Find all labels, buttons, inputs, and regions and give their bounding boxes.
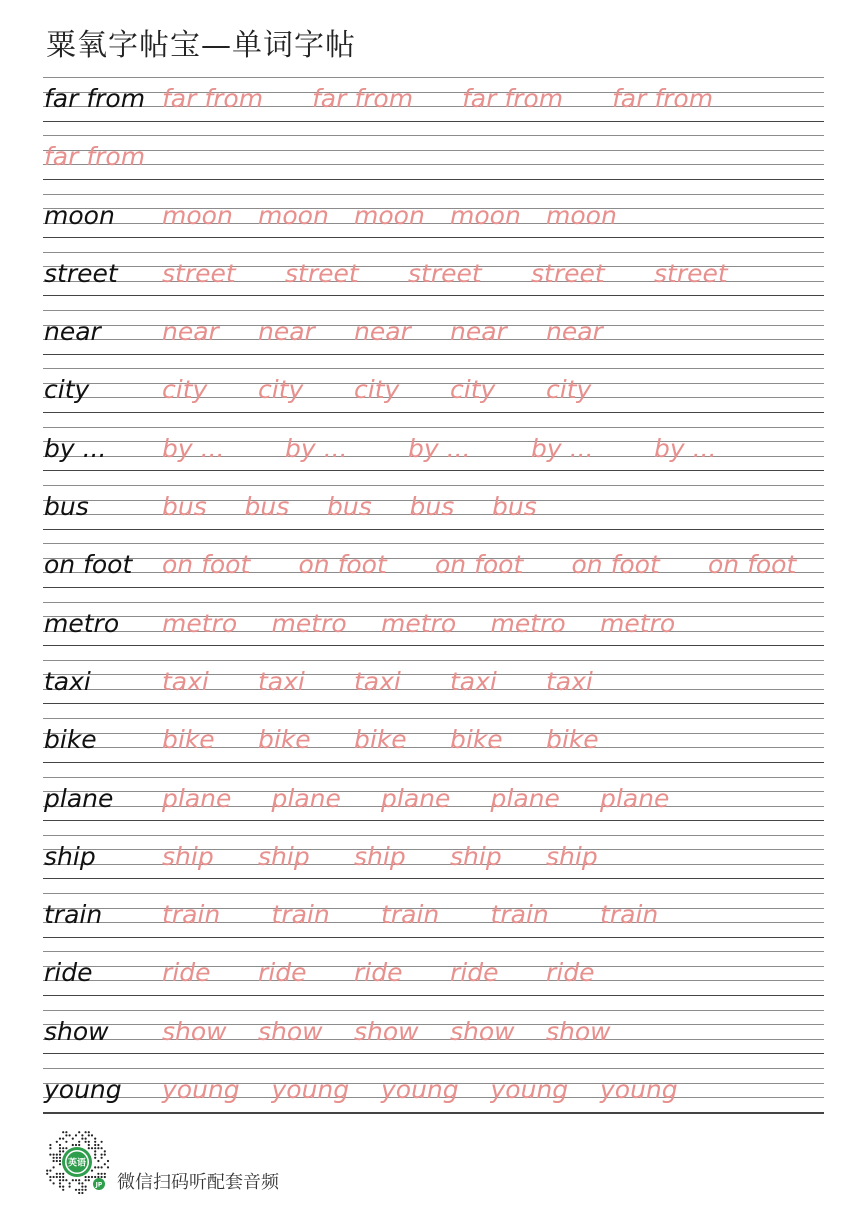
guide-line: [43, 1024, 824, 1025]
guide-line: [43, 703, 824, 704]
trace-word: far from: [462, 84, 564, 113]
trace-word: train: [271, 900, 330, 930]
model-word: show: [44, 1016, 109, 1046]
guide-line: [43, 179, 824, 180]
trace-word: by ...: [408, 433, 471, 463]
trace-word: ride: [546, 958, 595, 988]
trace-word: near: [546, 317, 603, 347]
model-word: by ...: [44, 433, 107, 463]
trace-word: metro: [490, 608, 566, 638]
guide-line: [43, 587, 824, 588]
guide-line: [43, 77, 824, 78]
trace-word: ride: [450, 958, 499, 988]
trace-word: street: [285, 258, 359, 288]
practice-row: [43, 135, 824, 193]
trace-word: bus: [162, 492, 207, 522]
guide-line: [43, 747, 824, 748]
trace-word: bike: [354, 725, 407, 755]
trace-word: ship: [450, 841, 502, 871]
guide-line: [43, 383, 824, 384]
practice-row: [43, 893, 824, 951]
guide-line: [43, 252, 824, 253]
practice-row: [43, 1010, 824, 1068]
guide-line: [43, 150, 824, 151]
model-word: city: [44, 375, 90, 405]
model-word: on foot: [44, 550, 133, 580]
trace-word: taxi: [162, 666, 209, 696]
guide-line: [43, 354, 824, 355]
practice-sheet: [43, 77, 824, 1126]
guide-line: [43, 295, 824, 296]
model-word: young: [44, 1075, 122, 1105]
guide-line: [43, 893, 824, 894]
trace-word: bus: [244, 492, 290, 522]
trace-word: metro: [162, 608, 238, 638]
guide-line: [43, 878, 824, 879]
model-word: train: [44, 900, 103, 930]
guide-line: [43, 325, 824, 326]
trace-word: on foot: [571, 550, 660, 580]
guide-line: [43, 237, 824, 238]
trace-word: far from: [44, 142, 146, 172]
model-word: metro: [44, 608, 120, 638]
guide-line: [43, 966, 824, 967]
trace-word: bus: [327, 492, 372, 522]
trace-word: near: [354, 317, 411, 347]
trace-word: plane: [600, 783, 670, 813]
practice-row: [43, 77, 824, 135]
practice-row: [43, 951, 824, 1009]
guide-line: [43, 835, 824, 836]
trace-word: bike: [546, 725, 599, 755]
guide-line: [43, 572, 824, 573]
trace-word: taxi: [258, 666, 305, 696]
guide-line: [43, 820, 824, 821]
trace-word: on foot: [435, 550, 524, 580]
qr-code-icon[interactable]: [42, 1127, 112, 1197]
trace-word: ship: [162, 841, 214, 871]
guide-line: [43, 1068, 824, 1069]
guide-line: [43, 980, 824, 981]
guide-line: [43, 164, 824, 165]
trace-word: train: [381, 900, 440, 930]
trace-word: show: [546, 1016, 611, 1046]
trace-word: bus: [492, 492, 537, 522]
guide-line: [43, 339, 824, 340]
guide-line: [43, 733, 824, 734]
trace-word: young: [490, 1075, 569, 1105]
model-word: plane: [44, 783, 114, 813]
practice-row: [43, 368, 824, 426]
guide-line: [43, 864, 824, 865]
trace-word: moon: [354, 200, 425, 230]
guide-line: [43, 368, 824, 369]
guide-line: [43, 208, 824, 209]
trace-word: show: [258, 1016, 323, 1046]
trace-word: near: [450, 317, 507, 347]
guide-line: [43, 470, 824, 471]
footer-caption: 微信扫码听配套音频: [117, 1172, 279, 1193]
model-word: street: [44, 258, 118, 288]
model-word: bus: [44, 492, 89, 522]
practice-row: [43, 310, 824, 368]
trace-word: metro: [381, 608, 457, 638]
guide-line: [43, 1039, 824, 1040]
guide-line: [43, 135, 824, 136]
trace-word: moon: [450, 200, 521, 230]
trace-word: city: [162, 375, 208, 405]
trace-word: on foot: [162, 550, 251, 580]
trace-word: street: [531, 258, 605, 288]
trace-word: city: [258, 375, 304, 405]
bottom-rule: [43, 1113, 824, 1114]
trace-word: ship: [354, 841, 406, 871]
trace-word: ride: [258, 958, 307, 988]
trace-word: on foot: [708, 550, 797, 580]
trace-word: metro: [271, 608, 347, 638]
trace-word: moon: [162, 200, 233, 230]
trace-word: by ...: [654, 433, 717, 463]
trace-word: by ...: [285, 433, 348, 463]
guide-line: [43, 121, 824, 122]
trace-word: near: [258, 317, 315, 347]
trace-word: train: [162, 900, 221, 930]
guide-line: [43, 310, 824, 311]
qr-corner-text: JP: [95, 1181, 103, 1189]
guide-line: [43, 674, 824, 675]
trace-word: far from: [312, 84, 414, 113]
guide-line: [43, 645, 824, 646]
guide-line: [43, 194, 824, 195]
trace-word: bike: [258, 725, 311, 755]
trace-word: city: [546, 375, 592, 405]
practice-row: [43, 835, 824, 893]
guide-line: [43, 995, 824, 996]
guide-line: [43, 223, 824, 224]
trace-word: taxi: [450, 666, 497, 696]
trace-word: ship: [258, 841, 310, 871]
guide-line: [43, 427, 824, 428]
trace-word: young: [600, 1075, 678, 1105]
trace-word: plane: [162, 783, 232, 813]
model-word: near: [44, 317, 101, 347]
trace-word: street: [408, 258, 482, 288]
trace-word: show: [162, 1016, 227, 1046]
trace-word: near: [162, 317, 219, 347]
model-word: far from: [44, 84, 146, 113]
trace-word: train: [490, 900, 549, 930]
trace-word: bike: [450, 725, 503, 755]
guide-line: [43, 558, 824, 559]
trace-word: city: [450, 375, 496, 405]
trace-word: ride: [162, 958, 211, 988]
guide-line: [43, 543, 824, 544]
trace-word: taxi: [546, 666, 593, 696]
trace-word: plane: [490, 783, 560, 813]
trace-word: metro: [600, 608, 676, 638]
guide-line: [43, 777, 824, 778]
guide-line: [43, 397, 824, 398]
trace-word: street: [654, 258, 728, 288]
practice-row: [43, 718, 824, 776]
trace-word: show: [450, 1016, 515, 1046]
guide-line: [43, 1053, 824, 1054]
trace-word: moon: [546, 200, 617, 230]
trace-word: city: [354, 375, 400, 405]
trace-word: train: [600, 900, 659, 930]
trace-word: bike: [162, 725, 215, 755]
guide-line: [43, 485, 824, 486]
trace-word: plane: [381, 783, 451, 813]
practice-row: [43, 427, 824, 485]
trace-word: bus: [409, 492, 455, 522]
guide-line: [43, 412, 824, 413]
trace-word: ride: [354, 958, 403, 988]
model-word: taxi: [44, 666, 91, 696]
trace-word: plane: [271, 783, 341, 813]
guide-line: [43, 1010, 824, 1011]
trace-word: taxi: [354, 666, 401, 696]
guide-line: [43, 937, 824, 938]
guide-line: [43, 660, 824, 661]
guide-line: [43, 602, 824, 603]
trace-word: young: [271, 1075, 350, 1105]
model-word: ride: [44, 958, 93, 988]
model-word: moon: [44, 200, 115, 230]
qr-badge-text: 英语: [67, 1158, 87, 1169]
practice-row: [43, 777, 824, 835]
trace-word: young: [381, 1075, 459, 1105]
guide-line: [43, 762, 824, 763]
guide-line: [43, 718, 824, 719]
guide-line: [43, 951, 824, 952]
trace-word: far from: [162, 84, 264, 113]
practice-row: [43, 252, 824, 310]
trace-word: show: [354, 1016, 419, 1046]
practice-row: [43, 194, 824, 252]
practice-row: [43, 485, 824, 543]
trace-word: far from: [612, 84, 714, 113]
guide-line: [43, 529, 824, 530]
trace-word: by ...: [162, 433, 225, 463]
trace-word: young: [162, 1075, 240, 1105]
practice-row: [43, 1068, 824, 1126]
practice-row: [43, 543, 824, 601]
trace-word: moon: [258, 200, 329, 230]
guide-line: [43, 689, 824, 690]
model-word: ship: [44, 841, 96, 871]
model-word: bike: [44, 725, 97, 755]
practice-row: [43, 602, 824, 660]
trace-word: on foot: [298, 550, 387, 580]
trace-word: ship: [546, 841, 598, 871]
trace-word: street: [162, 258, 236, 288]
trace-word: by ...: [531, 433, 594, 463]
guide-line: [43, 849, 824, 850]
practice-row: [43, 660, 824, 718]
page-title: 粟氧字帖宝—单词字帖: [46, 28, 356, 63]
